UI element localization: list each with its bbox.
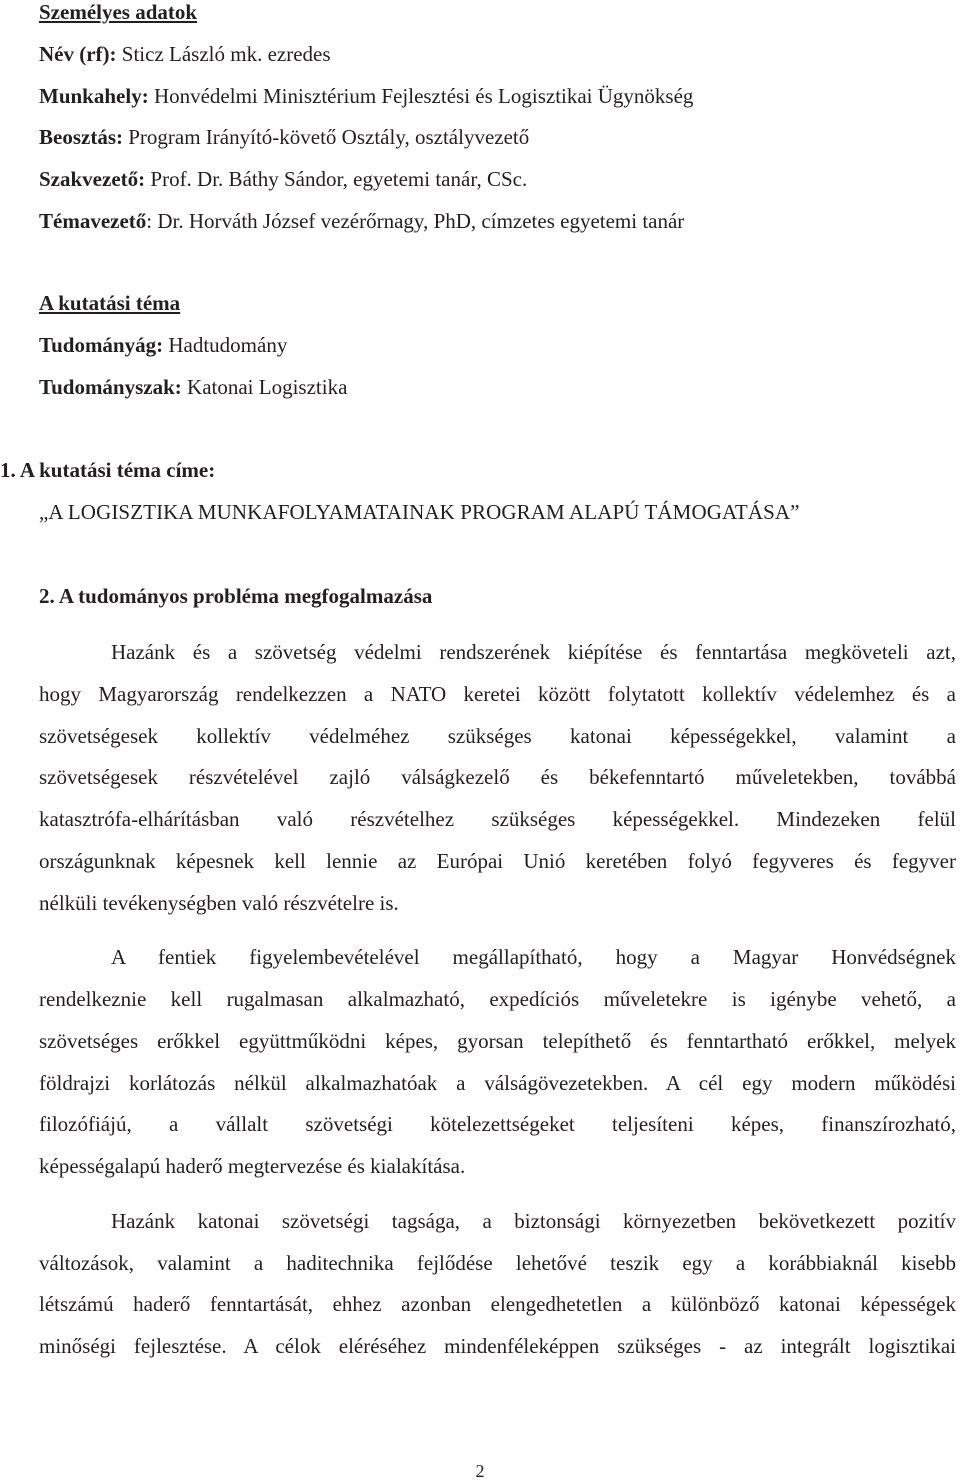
paragraph2-line: filozófiájú, a vállalt szövetségi kötelezettségeket teljesíteni képes, finanszírozható, <box>39 1112 956 1136</box>
supervisor-row <box>39 209 684 233</box>
field-row <box>39 333 287 357</box>
research-heading: A kutatási téma <box>39 291 181 315</box>
name-label: Név (rf): <box>39 42 117 66</box>
paragraph1-line: országunknak képesnek kell lennie az Európai Unió keretében folyó fegyveres és fegyver <box>39 849 956 873</box>
paragraph1-line: nélküli tevékenységben való részvételre is. <box>39 891 399 915</box>
paragraph3-line: minőségi fejlesztése. A célok eléréséhez mindenféleképpen szükséges - az integrált logisztikai <box>39 1334 956 1358</box>
section1-heading-text: 1. A kutatási téma címe: <box>0 458 216 482</box>
workplace-label: Munkahely: <box>39 84 149 108</box>
position-label: Beosztás: <box>39 125 123 149</box>
paragraph1-line: szövetségesek kollektív védelméhez szükséges katonai képességekkel, valamint a <box>39 724 956 748</box>
paragraph1-line: Hazánk és a szövetség védelmi rendszerének kiépítése és fenntartása megköveteli azt, <box>111 640 956 664</box>
paragraph3-line: változások, valamint a haditechnika fejlődése lehetővé teszik egy a korábbiaknál kisebb <box>39 1251 956 1275</box>
paragraph1-line: szövetségesek részvételével zajló válságkezelő és békefenntartó műveletekben, továbbá <box>39 765 956 789</box>
supervisor-label: Témavezető <box>39 209 147 233</box>
section2-heading: 2. A tudományos probléma megfogalmazása <box>39 584 433 608</box>
paragraph2-line: szövetséges erőkkel együttműködni képes, gyorsan telepíthető és fenntartható erőkkel, melyek <box>39 1029 956 1053</box>
paragraph3-line: Hazánk katonai szövetségi tagsága, a biztonsági környezetben bekövetkezett pozitív <box>111 1209 956 1233</box>
research-title: „A LOGISZTIKA MUNKAFOLYAMATAINAK PROGRAM ALAPÚ TÁMOGATÁSA” <box>39 500 800 524</box>
head-label: Szakvezető: <box>39 167 146 191</box>
name-row <box>39 42 331 66</box>
discipline-value: Katonai Logisztika <box>181 375 348 399</box>
paragraph2-line: A fentiek figyelembevételével megállapítható, hogy a Magyar Honvédségnek <box>111 945 956 969</box>
workplace-row <box>39 84 693 108</box>
page-number: 2 <box>475 1461 485 1481</box>
position-value: Program Irányító-követő Osztály, osztályvezető <box>122 125 530 149</box>
supervisor-value: : Dr. Horváth József vezérőrnagy, PhD, címzetes egyetemi tanár <box>146 209 685 233</box>
paragraph2-line: földrajzi korlátozás nélkül alkalmazhatóak a válságövezetekben. A cél egy modern működési <box>39 1071 956 1095</box>
personal-data-heading: Személyes adatok <box>39 0 198 24</box>
discipline-row <box>39 375 347 399</box>
name-value: Sticz László mk. ezredes <box>116 42 331 66</box>
field-value: Hadtudomány <box>163 333 288 357</box>
field-label: Tudományág: <box>39 333 164 357</box>
paragraph1-line: katasztrófa-elhárításban való részvételhez szükséges képességekkel. Mindezeken felül <box>39 807 956 831</box>
paragraph2-line: képességalapú haderő megtervezése és kialakítása. <box>39 1154 466 1178</box>
discipline-label: Tudományszak: <box>39 375 182 399</box>
paragraph2-line: rendelkeznie kell rugalmasan alkalmazható, expedíciós műveletekre is igénybe vehető, a <box>39 987 956 1011</box>
position-row <box>39 125 529 149</box>
head-row <box>39 167 527 191</box>
head-value: Prof. Dr. Báthy Sándor, egyetemi tanár, CSc. <box>145 167 528 191</box>
paragraph1-line: hogy Magyarország rendelkezzen a NATO keretei között folytatott kollektív védelemhez és a <box>39 682 956 706</box>
workplace-value: Honvédelmi Minisztérium Fejlesztési és Logisztikai Ügynökség <box>148 84 694 108</box>
paragraph3-line: létszámú haderő fenntartását, ehhez azonban elengedhetetlen a különböző katonai képességek <box>39 1292 956 1316</box>
